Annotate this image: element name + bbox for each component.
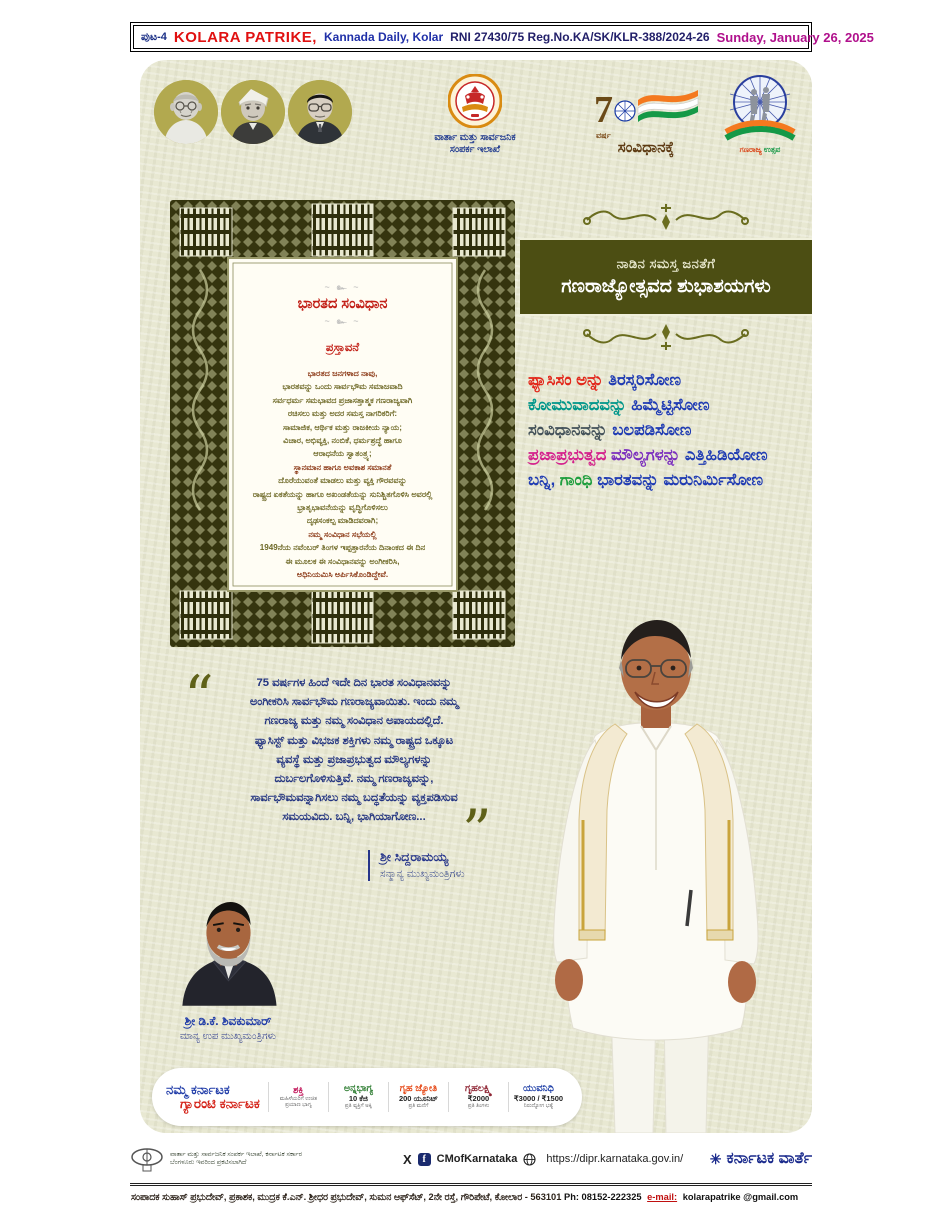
preamble-line: ದೃಢಸಂಕಲ್ಪ ಮಾಡಿದವರಾಗಿ; [306, 516, 379, 526]
rni-registration: RNI 27430/75 Reg.No.KA/SK/KLR-388/2024-26 [450, 30, 710, 44]
dcm-block [163, 896, 293, 1042]
scroll-ornament-icon [571, 322, 761, 354]
quote-line: ದುರ್ಬಲಗೊಳಿಸುತ್ತಿವೆ. ನಮ್ಮ ಗಣರಾಜ್ಯವನ್ನು, [274, 773, 434, 786]
preamble-line: ಈ ಮೂಲಕ ಈ ಸಂವಿಧಾನವನ್ನು ಅಂಗೀಕರಿಸಿ, [285, 556, 400, 566]
guarantee-strip [152, 1068, 582, 1126]
guarantee-scheme [268, 1082, 328, 1112]
shivakumar-figure-icon [167, 896, 289, 1008]
scheme-subtitle: ನಿರುದ್ಯೋಗ ಭತ್ಯೆ [523, 1103, 554, 1110]
quote-line: ಸಾರ್ವಭೌಮವನ್ನಾಗಿಸಲು ನಮ್ಮ ಬದ್ಧತೆಯನ್ನು ವ್ಯಕ್ತಪಡಿಸುವ [250, 792, 458, 805]
facebook-icon[interactable]: f [418, 1153, 431, 1166]
quote-line: ಗಣರಾಜ್ಯ ಮತ್ತು ನಮ್ಮ ಸಂವಿಧಾನ ಅಪಾಯದಲ್ಲಿದೆ. [264, 715, 444, 728]
preamble-line: ಆರಾಧನೆಯ ಸ್ವಾತಂತ್ರ್ಯ; [313, 449, 372, 459]
svg-text:7: 7 [594, 89, 613, 130]
preamble-lines [234, 367, 451, 582]
social-links [403, 1152, 683, 1167]
publisher-text: ಸಂಪಾದಕ ಸುಹಾಸ್ ಪ್ರಭುದೇವ್, ಪ್ರಕಾಶಕ, ಮುದ್ರಕ ಕೆ.ಎನ್. ಶ್ರೀಧರ ಪ್ರಭುದೇವ್, ಸುಮನ ಆಫ್‌ಸೆಟ್, 2ನೇ ರಸ್ತೆ, ಗೌರಿಪೇಟೆ, ಕೋಲಾರ - 563101 [131, 1192, 562, 1202]
scheme-subtitle: ಪ್ರತಿ ಮನೆಗೆ [408, 1103, 429, 1110]
scheme-amount: 10 ಕೆಜಿ [348, 1094, 368, 1104]
guarantee-scheme [508, 1082, 568, 1112]
preamble-line: ರಚಿಸಲು ಮತ್ತು ಅದರ ಸಮಸ್ತ ನಾಗರಿಕರಿಗೆ: [287, 409, 398, 419]
dipr-caption-line2: ಬೆಂಗಳೂರು ಇವರಿಂದ ಪ್ರಕಟಿಸಲಾಗಿದೆ [170, 1159, 247, 1166]
slogan-line: ಪ್ರಜಾಪ್ರಭುತ್ವದ ಮೌಲ್ಯಗಳನ್ನು ಎತ್ತಿಹಿಡಿಯೋಣ [528, 446, 768, 464]
scheme-name: ಶಕ್ತಿ [293, 1084, 304, 1096]
quote-line: 75 ವರ್ಷಗಳ ಹಿಂದೆ ಇದೇ ದಿನ ಭಾರತ ಸಂವಿಧಾನವನ್ನು [256, 677, 452, 689]
preamble-line: ಸರ್ವಧರ್ಮ ಸಮಭಾವದ ಪ್ರಜಾಸತ್ತಾತ್ಮಕ ಗಣರಾಜ್ಯವಾಗಿ [272, 395, 413, 405]
preamble-line: ಸ್ಥಾನಮಾನ ಹಾಗೂ ಅವಕಾಶ ಸಮಾನತೆ [293, 462, 392, 472]
footer-divider [130, 1183, 812, 1186]
chakra-icon: ✳ [709, 1150, 722, 1167]
quote-line: ಸಮಯವಿದು. ಬನ್ನಿ, ಭಾಗಿಯಾಗೋಣ... [282, 811, 426, 824]
newspaper-title: KOLARA PATRIKE, [173, 28, 317, 46]
guarantee-scheme [448, 1082, 508, 1112]
nehru-portrait [221, 80, 285, 144]
dipr-caption [170, 1151, 385, 1167]
footer [130, 1140, 812, 1178]
flourish-top [520, 198, 812, 234]
cm-title: ಸನ್ಮಾನ್ಯ ಮುಖ್ಯಮಂತ್ರಿಗಳು [380, 868, 465, 880]
scheme-amount: ₹2000 [467, 1094, 490, 1104]
constitution-preamble-document [170, 200, 515, 647]
dept-caption [425, 132, 525, 155]
slogan-list [528, 368, 812, 493]
preamble-line: ನಮ್ಮ ಸಂವಿಧಾನ ಸಭೆಯಲ್ಲಿ [308, 529, 377, 539]
karnataka-varthe-label: ಕರ್ನಾಟಕ ವಾರ್ತೆ [726, 1150, 812, 1167]
cm-photo [495, 608, 812, 1133]
preamble-line: ಭಾರತವನ್ನು ಒಂದು ಸಾರ್ವಭೌಮ ಸಮಾಜವಾದಿ [282, 382, 403, 392]
preamble-line: ವಿಚಾರ, ಅಭಿವ್ಯಕ್ತಿ, ನಂಬಿಕೆ, ಧರ್ಮಶ್ರದ್ಧೆ ಹಾಗೂ [283, 436, 402, 446]
masthead [130, 22, 874, 52]
publisher-line [131, 1192, 812, 1203]
guarantee-scheme [388, 1082, 448, 1112]
scheme-name: ಯುವನಿಧಿ [523, 1083, 554, 1095]
social-handle[interactable]: CMofKarnataka [436, 1153, 518, 1165]
scheme-subtitle: ಪ್ರತಿ ವ್ಯಕ್ತಿಗೆ ಅಕ್ಕಿ [344, 1103, 372, 1110]
preamble-ornament-mid: ~ ๛ ~ [324, 316, 361, 326]
quote-line: ವ್ಯವಸ್ಥೆ ಮತ್ತು ಪ್ರಜಾಪ್ರಭುತ್ವದ ಮೌಲ್ಯಗಳನ್ನು [276, 753, 432, 766]
preamble-line: ಭ್ರಾತೃಭಾವನೆಯನ್ನು ವೃದ್ಧಿಗೊಳಿಸಲು [297, 503, 388, 513]
constitution-75-logo [590, 84, 702, 156]
ashoka-chakra-march-icon [720, 70, 800, 144]
republic-day-logo [718, 70, 802, 155]
karnataka-emblem-icon [448, 74, 502, 128]
dcm-title: ಮಾನ್ಯ ಉಪ ಮುಖ್ಯಮಂತ್ರಿಗಳು [179, 1031, 277, 1042]
karnataka-varthe-brand [710, 1150, 812, 1168]
guarantee-scheme [328, 1082, 388, 1112]
scheme-list [268, 1082, 568, 1112]
preamble-line: ಅಧಿನಿಯಮಿಸಿ ಅರ್ಪಿಸಿಕೊಂಡಿದ್ದೇವೆ. [296, 570, 389, 580]
open-quote-icon: “ [184, 663, 214, 731]
gandhi-portrait [154, 80, 218, 144]
scheme-amount: ₹3000 / ₹1500 [513, 1094, 564, 1104]
republic-day-advertisement [140, 60, 812, 1133]
cm-name: ಶ್ರೀ ಸಿದ್ದರಾಮಯ್ಯ [380, 850, 449, 864]
nehru-icon [221, 80, 285, 144]
quote-line: ಅಂಗೀಕರಿಸಿ ಸಾರ್ವಭೌಮ ಗಣರಾಜ್ಯವಾಯಿತು. ಇಂದು ನಮ್ಮ [249, 696, 459, 709]
ambedkar-icon [288, 80, 352, 144]
twitter-x-icon[interactable]: X [403, 1151, 412, 1167]
banner-line2: ಗಣರಾಜ್ಯೋತ್ಸವದ ಶುಭಾಶಯಗಳು [561, 276, 771, 297]
globe-icon [523, 1153, 536, 1166]
dipr-caption-line1: ವಾರ್ತಾ ಮತ್ತು ಸಾರ್ವಜನಿಕ ಸಂಪರ್ಕ ಇಲಾಖೆ, ಕರ್ನಾಟಕ ಸರ್ಕಾರ [170, 1151, 303, 1158]
slogan-line: ಕೋಮುವಾದವನ್ನು ಹಿಮ್ಮೆಟ್ಟಿಸೋಣ [528, 396, 710, 414]
greeting-banner [520, 238, 812, 316]
preamble-line: ಸಾಮಾಜಿಕ, ಆರ್ಥಿಕ ಮತ್ತು ರಾಜಕೀಯ ನ್ಯಾಯ; [283, 422, 402, 432]
republic-logo-label [718, 145, 802, 155]
republic-logo-word2: ಉತ್ಸವ [763, 145, 781, 154]
scheme-subtitle: ಮಹಿಳೆಯರಿಗೆ ಉಚಿತ ಪ್ರಯಾಣ ಭಾಗ್ಯ [279, 1095, 317, 1108]
dipr-website-link[interactable]: https://dipr.karnataka.gov.in/ [546, 1153, 684, 1165]
scheme-amount: 200 ಯೂನಿಟ್ [398, 1094, 438, 1104]
tricolor-75-icon [592, 84, 700, 130]
scroll-ornament-icon [571, 200, 761, 232]
preamble-ornament-top: ~ ๛ ~ [324, 282, 361, 292]
dcm-name: ಶ್ರೀ ಡಿ.ಕೆ. ಶಿವಕುಮಾರ್ [184, 1014, 272, 1028]
preamble-line: ದೊರೆಯುವಂತೆ ಮಾಡಲು ಮತ್ತು ವ್ಯಕ್ತಿ ಗೌರವವನ್ನು [278, 476, 407, 486]
republic-logo-word1: ಗಣರಾಜ್ಯ [739, 145, 762, 154]
cm-signature [368, 850, 465, 881]
flourish-bottom [520, 320, 812, 356]
email-address[interactable]: kolarapatrike @gmail.com [682, 1192, 799, 1202]
preamble-title: ಭಾರತದ ಸಂವಿಧಾನ [297, 296, 388, 312]
scheme-subtitle: ಪ್ರತಿ ತಿಂಗಳು [467, 1103, 490, 1110]
scheme-name: ಅನ್ನಭಾಗ್ಯ [343, 1083, 373, 1095]
guarantee-title [166, 1083, 260, 1111]
varsha-label: ವರ್ಷ [596, 131, 611, 140]
close-quote-icon: ” [462, 797, 492, 865]
preamble-line: 1949ನೆಯ ನವೆಂಬರ್ ತಿಂಗಳ ಇಪ್ಪತ್ತಾರನೆಯ ದಿನಾಂಕದ ಈ ದಿನ [259, 543, 426, 553]
quote-line: ಫ್ಯಾಸಿಸ್ಟ್ ಮತ್ತು ವಿಭಜಕ ಶಕ್ತಿಗಳು ನಮ್ಮ ರಾಷ್ಟ್ರದ ಒಕ್ಕೂಟ [254, 734, 454, 747]
siddaramaiah-figure-icon [495, 608, 812, 1133]
preamble-line: ಭಾರತದ ಜನಗಳಾದ ನಾವು, [307, 369, 378, 378]
scheme-name: ಗೃಹಲಕ್ಷ್ಮಿ [464, 1083, 492, 1095]
preamble-line: ರಾಷ್ಟ್ರದ ಏಕತೆಯನ್ನು ಹಾಗೂ ಅಖಂಡತೆಯನ್ನು ಸುನಿಶ್ಚಿತಗೊಳಿಸಿ ಅವರಲ್ಲಿ [252, 489, 433, 499]
samvidhanakke-label: ಸಂವಿಧಾನಕ್ಕೆ [617, 139, 675, 156]
dept-caption-line2: ಸಂಪರ್ಕ ಇಲಾಖೆ [449, 143, 501, 155]
dept-emblem-block [425, 74, 525, 155]
scheme-name: ಗೃಹ ಜ್ಯೋತಿ [399, 1083, 438, 1095]
page-number-label: ಪುಟ-4 [141, 30, 167, 43]
dipr-logo-icon [130, 1145, 164, 1173]
ambedkar-portrait [288, 80, 352, 144]
preamble-content [234, 280, 451, 582]
gandhi-icon [154, 80, 218, 144]
preamble-subtitle: ಪ್ರಸ್ತಾವನೆ [325, 342, 360, 354]
issue-date: Sunday, January 26, 2025 [716, 29, 874, 45]
banner-line1: ನಾಡಿನ ಸಮಸ್ತ ಜನತೆಗೆ [616, 256, 716, 271]
slogan-line: ಫ್ಯಾಸಿಸಂ ಅನ್ನು ತಿರಸ್ಕರಿಸೋಣ [528, 371, 682, 389]
daily-label: Kannada Daily, Kolar [323, 30, 444, 44]
slogan-line: ಬನ್ನಿ, ಗಾಂಧಿ ಭಾರತವನ್ನು ಮರುನಿರ್ಮಿಸೋಣ [528, 471, 764, 489]
slogan-line: ಸಂವಿಧಾನವನ್ನು ಬಲಪಡಿಸೋಣ [528, 421, 692, 439]
guarantee-title-line1: ನಮ್ಮ ಕರ್ನಾಟಕ [166, 1082, 230, 1097]
email-label[interactable]: e-mail: [647, 1192, 678, 1202]
publisher-phone: Ph: 08152-222325 [564, 1192, 642, 1202]
dept-caption-line1: ವಾರ್ತಾ ಮತ್ತು ಸಾರ್ವಜನಿಕ [434, 132, 516, 143]
guarantee-title-line2: ಗ್ಯಾರಂಟಿ ಕರ್ನಾಟಕ [180, 1096, 260, 1111]
